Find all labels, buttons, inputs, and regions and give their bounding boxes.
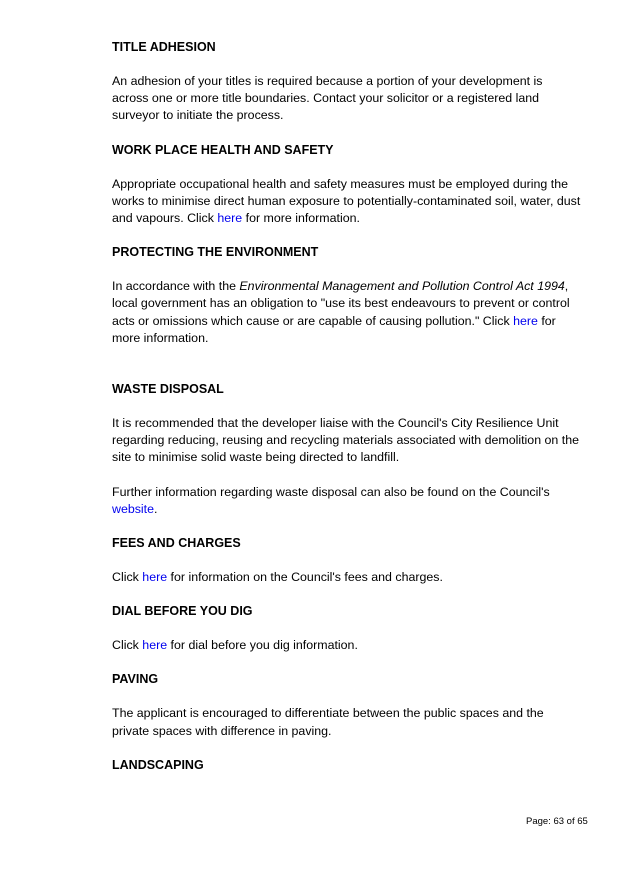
text-segment: for more information. — [242, 211, 360, 226]
text-segment: for dial before you dig information. — [167, 638, 358, 653]
text-segment: In accordance with the — [112, 279, 240, 294]
paragraph-protecting-environment — [112, 278, 582, 347]
text-segment: Click — [112, 570, 143, 585]
act-title: Environmental Management and Pollution Control Act 1994 — [239, 279, 565, 294]
here-link-health-safety[interactable]: here — [217, 211, 243, 226]
heading-fees-and-charges: FEES AND CHARGES — [112, 536, 241, 551]
website-link[interactable]: website — [112, 501, 155, 516]
page-number: Page: 63 of 65 — [526, 816, 588, 827]
text-segment: Further information regarding waste disposal can also be found on the Council's — [112, 484, 550, 499]
here-link-environment[interactable]: here — [513, 313, 538, 328]
paragraph-waste-disposal: It is recommended that the developer liaise with the Council's City Resilience Unit regarding reducing, reusing and recycling materials associated with demolition on the site to minimise solid waste being directed to landfill. — [112, 416, 579, 465]
heading-work-place-health-safety: WORK PLACE HEALTH AND SAFETY — [112, 142, 334, 157]
text-segment: . — [154, 501, 158, 516]
heading-title-adhesion: TITLE ADHESION — [112, 40, 216, 54]
heading-paving: PAVING — [112, 672, 159, 687]
text-segment: Appropriate occupational health and safety measures must be employed during the works to minimise direct human exposure to potentially-contaminated soil, water, dust and vapours. Click — [112, 176, 581, 226]
document-content — [112, 39, 582, 774]
heading-dial-before-you-dig: DIAL BEFORE YOU DIG — [112, 604, 253, 619]
text-segment: for more information. — [112, 313, 556, 345]
here-link-dial[interactable]: here — [142, 638, 168, 653]
text-segment: for information on the Council's fees and charges. — [167, 570, 443, 585]
text-segment: Click — [112, 638, 143, 653]
paragraph-title-adhesion: An adhesion of your titles is required because a portion of your development is across one or more title boundaries. Contact your solicitor or a registered land surveyor to initiate the process. — [112, 74, 543, 123]
text-segment: , local government has an obligation to "use its best endeavours to prevent or control acts or omissions which cause or are capable of causing pollution." Click — [112, 279, 570, 328]
heading-protecting-environment: PROTECTING THE ENVIRONMENT — [112, 245, 319, 260]
paragraph-work-place-health-safety — [112, 176, 582, 228]
heading-landscaping: LANDSCAPING — [112, 757, 204, 772]
paragraph-waste-website — [112, 484, 582, 518]
paragraph-paving: The applicant is encouraged to differentiate between the public spaces and the private spaces with difference in paving. — [112, 706, 544, 738]
paragraph-dial-before-you-dig — [112, 637, 582, 654]
paragraph-fees-and-charges — [112, 569, 582, 586]
here-link-fees[interactable]: here — [142, 570, 168, 585]
heading-waste-disposal: WASTE DISPOSAL — [112, 382, 224, 397]
